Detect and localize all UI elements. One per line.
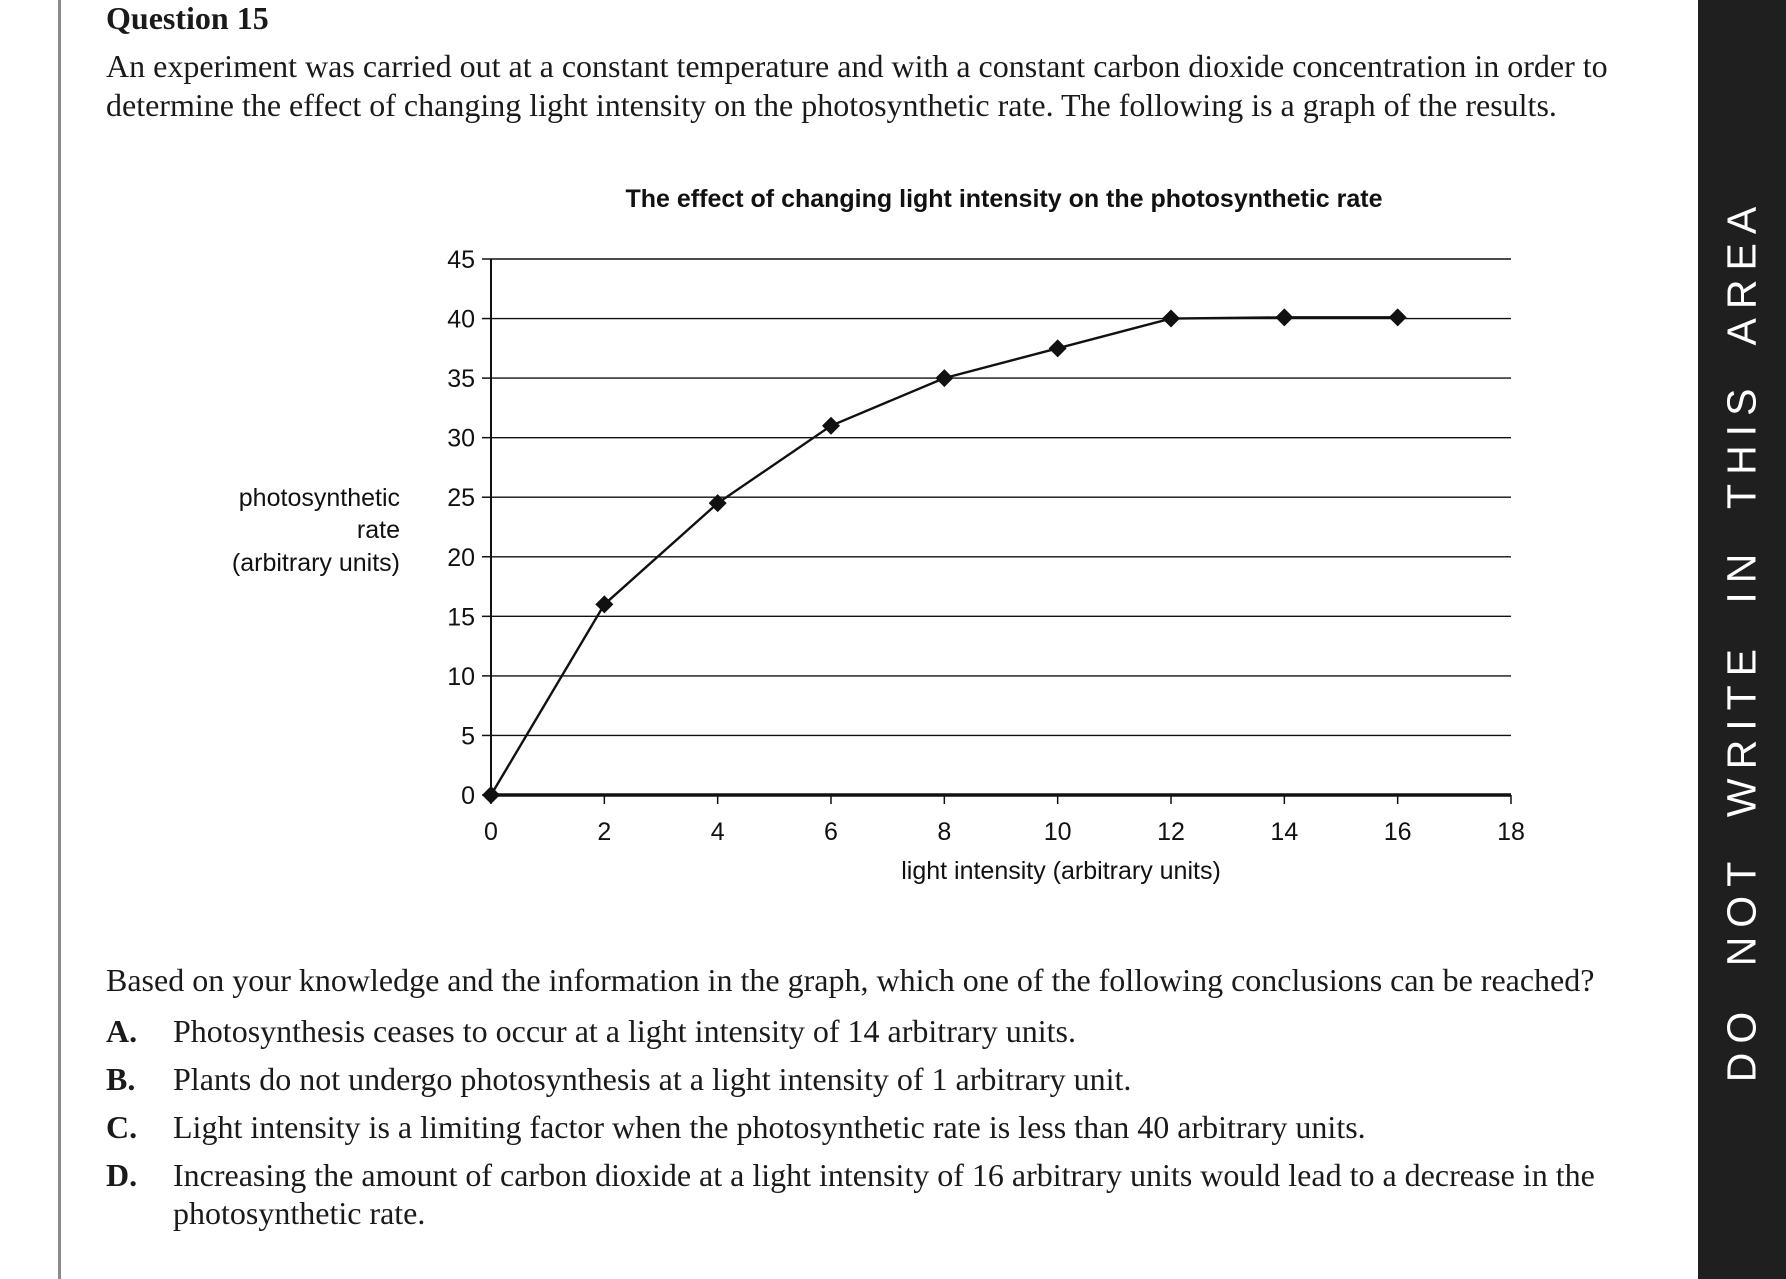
option-d-text: Increasing the amount of carbon dioxide at a light intensity of 16 arbitrary units would lead to a decrease in the photosynthetic rate. — [173, 1157, 1595, 1231]
y-tick-label-25: 25 — [447, 484, 475, 513]
axis-layer — [482, 259, 1511, 804]
x-tick-label-4: 4 — [710, 818, 725, 846]
option-b-letter: B. — [106, 1061, 136, 1097]
option-b[interactable] — [106, 1060, 1753, 1098]
do-not-write-text: DO NOT WRITE IN THIS AREA — [1718, 197, 1765, 1082]
y-tick-label-20: 20 — [447, 543, 475, 572]
y-tick-label-45: 45 — [447, 246, 475, 274]
y-axis-label-line-3: (arbitrary units) — [231, 549, 400, 577]
option-a[interactable] — [106, 1012, 1753, 1050]
x-tick-label-12: 12 — [1157, 818, 1185, 846]
tick-label-layer — [447, 246, 1525, 846]
x-axis-label: light intensity (arbitrary units) — [901, 857, 1221, 885]
y-tick-label-30: 30 — [447, 424, 475, 453]
option-c-text: Light intensity is a limiting factor when the photosynthetic rate is less than 40 arbitrary units. — [173, 1109, 1366, 1145]
chart-title: The effect of changing light intensity on the photosynthetic rate — [625, 185, 1383, 213]
data-point-6 — [822, 417, 840, 435]
data-point-12 — [1162, 310, 1180, 328]
option-c[interactable] — [106, 1108, 1753, 1146]
question-title: Question 15 — [106, 0, 269, 36]
y-tick-label-0: 0 — [461, 782, 475, 810]
option-c-letter: C. — [106, 1109, 138, 1145]
option-d[interactable] — [106, 1156, 1753, 1232]
answer-options — [106, 1012, 1753, 1242]
y-tick-label-35: 35 — [447, 365, 475, 394]
x-tick-label-16: 16 — [1383, 818, 1412, 846]
option-a-letter: A. — [106, 1013, 138, 1049]
y-tick-label-5: 5 — [461, 722, 475, 751]
grid-layer — [491, 259, 1511, 735]
y-axis-label-line-2: rate — [356, 516, 400, 544]
option-d-letter: D. — [106, 1157, 138, 1193]
data-point-14 — [1275, 308, 1293, 326]
x-tick-label-18: 18 — [1497, 818, 1525, 846]
x-tick-label-0: 0 — [484, 818, 498, 846]
question-intro: An experiment was carried out at a constant temperature and with a constant carbon dioxide concentration in order to determine the effect of changing light intensity on the photosynthetic rate. The following is a graph of the results. — [106, 48, 1608, 123]
question-prompt: Based on your knowledge and the information in the graph, which one of the following conclusions can be reached? — [106, 962, 1595, 998]
option-a-text: Photosynthesis ceases to occur at a light intensity of 14 arbitrary units. — [173, 1013, 1076, 1049]
data-point-10 — [1049, 339, 1067, 357]
x-tick-label-10: 10 — [1043, 818, 1072, 846]
y-axis-label-line-1: photosynthetic — [238, 484, 400, 512]
x-tick-label-14: 14 — [1270, 818, 1299, 846]
x-tick-label-8: 8 — [937, 818, 952, 846]
data-point-8 — [935, 369, 953, 387]
x-tick-label-2: 2 — [597, 818, 612, 846]
y-tick-label-40: 40 — [447, 305, 475, 334]
y-tick-label-10: 10 — [447, 662, 475, 691]
data-point-16 — [1389, 308, 1407, 326]
y-tick-label-15: 15 — [447, 603, 475, 632]
data-point-0 — [482, 786, 500, 804]
option-b-text: Plants do not undergo photosynthesis at a light intensity of 1 arbitrary unit. — [173, 1061, 1132, 1097]
x-tick-label-6: 6 — [824, 818, 838, 846]
